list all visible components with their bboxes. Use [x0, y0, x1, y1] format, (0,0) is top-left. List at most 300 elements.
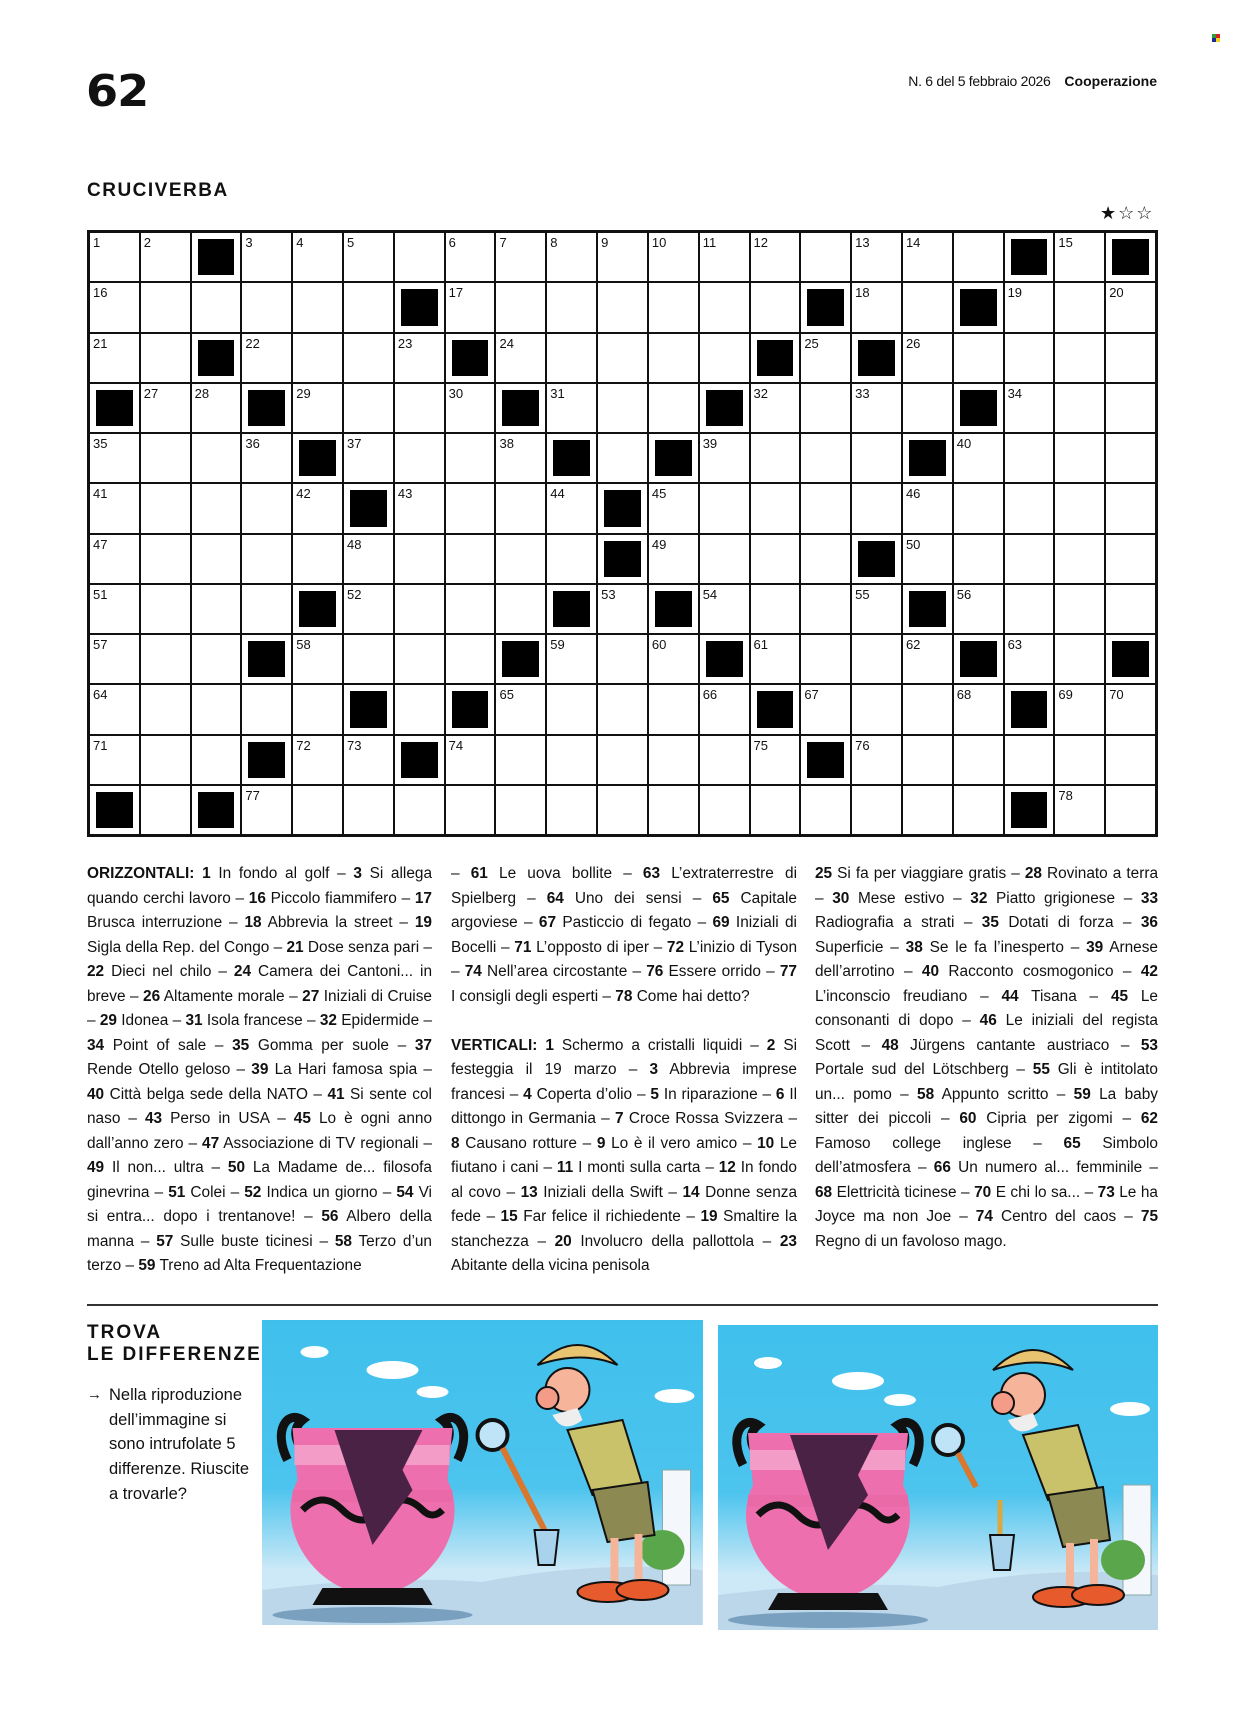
- grid-cell[interactable]: [141, 585, 190, 633]
- grid-cell[interactable]: [700, 736, 749, 784]
- clue-number: 39: [702, 436, 718, 451]
- grid-cell[interactable]: [1055, 233, 1104, 281]
- grid-cell[interactable]: [192, 635, 241, 683]
- clue-number: 28: [194, 385, 210, 401]
- grid-cell[interactable]: [801, 434, 850, 482]
- grid-cell[interactable]: [395, 233, 444, 281]
- grid-cell[interactable]: [293, 786, 342, 834]
- down-clue: – 5 In riparazione: [632, 1085, 758, 1103]
- clue-number: 14: [905, 235, 921, 250]
- down-clue: – 32 Piatto grigionese: [944, 889, 1116, 907]
- black-cell: [751, 685, 800, 733]
- grid-cell[interactable]: [547, 736, 596, 784]
- grid-cell[interactable]: [141, 685, 190, 733]
- grid-cell[interactable]: [141, 283, 190, 331]
- grid-cell[interactable]: [1106, 585, 1155, 633]
- grid-cell[interactable]: [903, 283, 952, 331]
- grid-cell[interactable]: [141, 635, 190, 683]
- page-number: 62: [86, 66, 149, 117]
- down-clue: – 15 Far felice il richiedente: [480, 1208, 681, 1225]
- clue-number: 33: [855, 385, 870, 401]
- across-clue: – 54 Vi si entra... dopo i trentanove!: [87, 1183, 432, 1225]
- black-cell: [1005, 786, 1054, 834]
- grid-cell[interactable]: [446, 283, 495, 331]
- down-clue: – 60 Cipria per zigomi: [931, 1110, 1113, 1127]
- grid-cell[interactable]: [90, 233, 139, 281]
- grid-cell[interactable]: [344, 434, 393, 482]
- grid-cell[interactable]: [496, 736, 545, 784]
- grid-cell[interactable]: [1005, 585, 1054, 633]
- grid-cell[interactable]: [598, 635, 647, 683]
- grid-cell[interactable]: [293, 635, 342, 683]
- clue-number: 7: [499, 235, 507, 250]
- grid-cell[interactable]: [496, 434, 545, 482]
- grid-cell[interactable]: [801, 685, 850, 733]
- grid-cell[interactable]: [141, 535, 190, 583]
- grid-cell[interactable]: [598, 736, 647, 784]
- clue-number: 65: [499, 687, 514, 703]
- grid-cell[interactable]: [1106, 384, 1155, 432]
- grid-cell[interactable]: [547, 384, 596, 432]
- down-clue: – 19 Smaltire la stanchezza: [451, 1208, 798, 1250]
- grid-cell[interactable]: [192, 585, 241, 633]
- grid-cell[interactable]: [1106, 434, 1155, 482]
- grid-cell[interactable]: [954, 685, 1003, 733]
- grid-cell[interactable]: [344, 535, 393, 583]
- grid-cell[interactable]: [446, 484, 495, 532]
- grid-cell[interactable]: [700, 786, 749, 834]
- grid-cell[interactable]: [242, 334, 291, 382]
- black-cell: [242, 736, 291, 784]
- grid-cell[interactable]: [496, 334, 545, 382]
- grid-cell[interactable]: [954, 334, 1003, 382]
- clue-number: 75: [753, 737, 768, 753]
- grid-cell[interactable]: [141, 334, 190, 382]
- grid-cell[interactable]: [1005, 334, 1054, 382]
- grid-cell[interactable]: [649, 685, 698, 733]
- grid-cell[interactable]: [598, 685, 647, 733]
- grid-cell[interactable]: [801, 484, 850, 532]
- clue-number: 66: [702, 687, 718, 703]
- clue-number: 46: [905, 486, 921, 502]
- archaeologist-vase-illustration: [262, 1320, 703, 1625]
- grid-cell[interactable]: [903, 233, 952, 281]
- grid-cell[interactable]: [395, 384, 444, 432]
- grid-cell[interactable]: [649, 535, 698, 583]
- grid-cell[interactable]: [496, 233, 545, 281]
- clue-number: 68: [956, 687, 972, 703]
- grid-cell[interactable]: [903, 484, 952, 532]
- clue-number: 69: [1058, 687, 1073, 703]
- clue-number: 42: [296, 486, 311, 502]
- grid-cell[interactable]: [1055, 685, 1104, 733]
- clue-number: 29: [296, 385, 311, 401]
- clue-number: 62: [905, 637, 921, 652]
- grid-cell[interactable]: [496, 786, 545, 834]
- grid-cell[interactable]: [547, 233, 596, 281]
- grid-cell[interactable]: [903, 384, 952, 432]
- grid-cell[interactable]: [344, 635, 393, 683]
- across-clue: – 74 Nell’area circostante: [451, 963, 628, 980]
- grid-cell[interactable]: [496, 585, 545, 633]
- down-clue: – 2 Si festeggia il 19 marzo: [451, 1036, 797, 1078]
- grid-cell[interactable]: [801, 535, 850, 583]
- grid-cell[interactable]: [90, 334, 139, 382]
- grid-cell[interactable]: [446, 786, 495, 834]
- down-clue: – 75 Regno di un favoloso mago.: [815, 1208, 1159, 1250]
- difficulty-stars-icon: ★☆☆: [1100, 203, 1155, 223]
- grid-cell[interactable]: [1005, 384, 1054, 432]
- grid-cell[interactable]: [395, 535, 444, 583]
- grid-cell[interactable]: [954, 535, 1003, 583]
- across-clue: – 3 Si allega quando cerchi lavoro: [87, 865, 433, 907]
- grid-cell[interactable]: [751, 384, 800, 432]
- black-cell: [1005, 685, 1054, 733]
- grid-cell[interactable]: [496, 484, 545, 532]
- grid-cell[interactable]: [903, 635, 952, 683]
- clue-number: 16: [93, 285, 108, 301]
- grid-cell[interactable]: [90, 283, 139, 331]
- grid-cell[interactable]: [344, 736, 393, 784]
- grid-cell[interactable]: [90, 434, 139, 482]
- black-cell: [903, 434, 952, 482]
- grid-cell[interactable]: [700, 685, 749, 733]
- grid-cell[interactable]: [903, 786, 952, 834]
- grid-cell[interactable]: [547, 283, 596, 331]
- clue-number: 50: [905, 536, 921, 552]
- black-cell: [90, 786, 139, 834]
- clue-number: 12: [753, 235, 768, 250]
- grid-cell[interactable]: [293, 535, 342, 583]
- grid-cell[interactable]: [242, 585, 291, 633]
- grid-cell[interactable]: [293, 736, 342, 784]
- grid-cell[interactable]: [1055, 585, 1104, 633]
- grid-cell[interactable]: [751, 736, 800, 784]
- grid-cell[interactable]: [293, 384, 342, 432]
- grid-cell[interactable]: [598, 283, 647, 331]
- grid-cell[interactable]: [446, 434, 495, 482]
- clue-number: 10: [651, 235, 667, 250]
- black-cell: [700, 384, 749, 432]
- grid-cell[interactable]: [954, 786, 1003, 834]
- across-clue: – 78 Come hai detto?: [598, 987, 750, 1005]
- grid-cell[interactable]: [90, 484, 139, 532]
- archaeologist: [478, 1345, 669, 1602]
- grid-cell[interactable]: [598, 786, 647, 834]
- grid-cell[interactable]: [1005, 283, 1054, 331]
- grid-cell[interactable]: [547, 484, 596, 532]
- clue-number: 22: [245, 335, 260, 351]
- grid-cell[interactable]: [395, 585, 444, 633]
- grid-cell[interactable]: [801, 585, 850, 633]
- grid-cell[interactable]: [852, 585, 901, 633]
- across-clue: – 19 Sigla della Rep. del Congo: [87, 914, 432, 956]
- grid-cell[interactable]: [852, 635, 901, 683]
- grid-cell[interactable]: [801, 635, 850, 683]
- grid-cell[interactable]: [598, 585, 647, 633]
- grid-cell[interactable]: [1055, 786, 1104, 834]
- grid-cell[interactable]: [751, 635, 800, 683]
- grid-cell[interactable]: [649, 233, 698, 281]
- grid-cell[interactable]: [293, 233, 342, 281]
- grid-cell[interactable]: [801, 233, 850, 281]
- grid-cell[interactable]: [1106, 685, 1155, 733]
- across-clue: – 64 Uno dei sensi: [516, 889, 682, 907]
- grid-cell[interactable]: [1055, 384, 1104, 432]
- clue-number: 18: [855, 285, 870, 301]
- grid-cell[interactable]: [954, 585, 1003, 633]
- grid-cell[interactable]: [242, 484, 291, 532]
- grid-cell[interactable]: [344, 384, 393, 432]
- grid-cell[interactable]: [293, 283, 342, 331]
- down-clue: – 35 Dotati di forza: [954, 914, 1114, 931]
- grid-cell[interactable]: [192, 283, 241, 331]
- grid-cell[interactable]: [90, 585, 139, 633]
- grid-cell[interactable]: [192, 434, 241, 482]
- grid-cell[interactable]: [751, 283, 800, 331]
- clue-number: 26: [905, 335, 921, 351]
- grid-cell[interactable]: [751, 434, 800, 482]
- grid-cell[interactable]: [293, 685, 342, 733]
- section-divider: [87, 1304, 1158, 1306]
- grid-cell[interactable]: [293, 484, 342, 532]
- grid-cell[interactable]: [90, 635, 139, 683]
- grid-cell[interactable]: [547, 685, 596, 733]
- grid-cell[interactable]: [954, 434, 1003, 482]
- grid-cell[interactable]: [395, 635, 444, 683]
- grid-cell[interactable]: [547, 786, 596, 834]
- grid-cell[interactable]: [1055, 535, 1104, 583]
- grid-cell[interactable]: [141, 736, 190, 784]
- modified-illustration[interactable]: [718, 1325, 1158, 1630]
- grid-cell[interactable]: [1055, 736, 1104, 784]
- grid-cell[interactable]: [598, 434, 647, 482]
- grid-cell[interactable]: [649, 334, 698, 382]
- grid-cell[interactable]: [344, 283, 393, 331]
- grid-cell[interactable]: [852, 434, 901, 482]
- grid-cell[interactable]: [700, 585, 749, 633]
- clue-number: 13: [855, 235, 870, 250]
- across-clue: – 34 Point of sale: [87, 1012, 432, 1054]
- crossword-grid[interactable]: [87, 230, 1158, 837]
- grid-cell[interactable]: [801, 786, 850, 834]
- across-clue: – 40 Città belga sede della NATO: [87, 1061, 432, 1103]
- grid-cell[interactable]: [496, 685, 545, 733]
- black-cell: [192, 233, 241, 281]
- grid-cell[interactable]: [954, 233, 1003, 281]
- grid-cell[interactable]: [751, 535, 800, 583]
- grid-cell[interactable]: [395, 434, 444, 482]
- grid-cell[interactable]: [242, 786, 291, 834]
- clue-number: 36: [245, 436, 260, 451]
- grid-cell[interactable]: [649, 283, 698, 331]
- grid-cell[interactable]: [903, 736, 952, 784]
- across-clue: – 63 L’extraterrestre di Spielberg: [451, 865, 798, 907]
- grid-cell[interactable]: [1055, 484, 1104, 532]
- grid-cell[interactable]: [649, 736, 698, 784]
- grid-cell[interactable]: [649, 384, 698, 432]
- grid-cell[interactable]: [598, 384, 647, 432]
- black-cell: [598, 535, 647, 583]
- clue-number: 11: [702, 235, 717, 250]
- grid-cell[interactable]: [1005, 484, 1054, 532]
- grid-cell[interactable]: [852, 484, 901, 532]
- grid-cell[interactable]: [852, 786, 901, 834]
- grid-cell[interactable]: [395, 786, 444, 834]
- grid-cell[interactable]: [293, 334, 342, 382]
- down-clue: – 58 Appunto scritto: [891, 1085, 1049, 1103]
- across-clue: – 35 Gomma per suole: [206, 1036, 389, 1054]
- grid-cell[interactable]: [1106, 334, 1155, 382]
- grid-cell[interactable]: [192, 685, 241, 733]
- black-cell: [700, 635, 749, 683]
- grid-cell[interactable]: [649, 635, 698, 683]
- grid-cell[interactable]: [344, 786, 393, 834]
- clues-column-1: [87, 862, 432, 1279]
- grid-cell[interactable]: [1055, 434, 1104, 482]
- grid-cell[interactable]: [700, 434, 749, 482]
- grid-cell[interactable]: [852, 736, 901, 784]
- grid-cell[interactable]: [1005, 535, 1054, 583]
- grid-cell[interactable]: [446, 233, 495, 281]
- grid-cell[interactable]: [446, 535, 495, 583]
- clue-number: 49: [651, 536, 667, 552]
- grid-cell[interactable]: [751, 585, 800, 633]
- down-clue: – 20 Involucro della pallottola: [528, 1232, 755, 1250]
- down-clue: – 70 E chi lo sa...: [956, 1183, 1081, 1201]
- grid-cell[interactable]: [751, 786, 800, 834]
- grid-cell[interactable]: [700, 535, 749, 583]
- grid-cell[interactable]: [547, 334, 596, 382]
- grid-cell[interactable]: [446, 736, 495, 784]
- original-illustration[interactable]: [262, 1320, 703, 1625]
- grid-cell[interactable]: [649, 484, 698, 532]
- grid-cell[interactable]: [141, 484, 190, 532]
- grid-cell[interactable]: [751, 233, 800, 281]
- grid-cell[interactable]: [547, 635, 596, 683]
- grid-cell[interactable]: [446, 585, 495, 633]
- grid-cell[interactable]: [954, 736, 1003, 784]
- grid-cell[interactable]: [192, 736, 241, 784]
- grid-cell[interactable]: [90, 685, 139, 733]
- grid-cell[interactable]: [395, 334, 444, 382]
- grid-cell[interactable]: [344, 334, 393, 382]
- grid-cell[interactable]: [751, 484, 800, 532]
- grid-cell[interactable]: [700, 334, 749, 382]
- clue-number: 32: [753, 385, 768, 401]
- grid-cell[interactable]: [649, 786, 698, 834]
- grid-cell[interactable]: [1005, 635, 1054, 683]
- black-cell: [852, 334, 901, 382]
- across-clue: – 72 L’inizio di Tyson: [648, 938, 798, 956]
- grid-cell[interactable]: [395, 685, 444, 733]
- grid-cell[interactable]: [141, 786, 190, 834]
- grid-cell[interactable]: [242, 283, 291, 331]
- across-clue: – 31 Isola francese: [168, 1012, 303, 1029]
- crossword-title: CRUCIVERBA: [87, 180, 229, 201]
- down-clue: – 12 In fondo al covo: [451, 1159, 797, 1201]
- vase: [737, 1422, 919, 1610]
- down-clue: – 53 Portale sud del Lötschberg: [815, 1036, 1158, 1078]
- grid-cell[interactable]: [598, 233, 647, 281]
- grid-cell[interactable]: [344, 233, 393, 281]
- down-clue: – 11 I monti sulla carta: [538, 1159, 701, 1176]
- black-cell: [1005, 233, 1054, 281]
- grid-cell[interactable]: [192, 484, 241, 532]
- grid-cell[interactable]: [903, 535, 952, 583]
- across-clue: – 77 I consigli degli esperti: [451, 963, 797, 1005]
- down-clue: – 14 Donne senza fede: [451, 1183, 798, 1225]
- grid-cell[interactable]: [446, 635, 495, 683]
- grid-cell[interactable]: [903, 334, 952, 382]
- grid-cell[interactable]: [1055, 283, 1104, 331]
- grid-cell[interactable]: [344, 585, 393, 633]
- black-cell: [751, 334, 800, 382]
- grid-cell[interactable]: [801, 334, 850, 382]
- across-clue: – 37 Rende Otello geloso: [87, 1036, 432, 1078]
- clue-number: 2: [143, 235, 152, 250]
- grid-cell[interactable]: [242, 535, 291, 583]
- grid-cell[interactable]: [192, 384, 241, 432]
- grid-cell[interactable]: [700, 283, 749, 331]
- down-clue: – 28 Rovinato a terra: [1006, 865, 1159, 882]
- grid-cell[interactable]: [1106, 535, 1155, 583]
- grid-cell[interactable]: [242, 434, 291, 482]
- grid-cell[interactable]: [446, 384, 495, 432]
- clue-number: 52: [347, 586, 362, 602]
- grid-cell[interactable]: [1005, 434, 1054, 482]
- grid-cell[interactable]: [496, 535, 545, 583]
- grid-cell[interactable]: [852, 384, 901, 432]
- grid-cell[interactable]: [1106, 786, 1155, 834]
- grid-cell[interactable]: [547, 535, 596, 583]
- grid-cell[interactable]: [1106, 484, 1155, 532]
- across-clue: – 50 La Madame de... filosofa ginevrina: [87, 1159, 432, 1201]
- grid-cell[interactable]: [1106, 283, 1155, 331]
- grid-cell[interactable]: [598, 334, 647, 382]
- grid-cell[interactable]: [852, 233, 901, 281]
- grid-cell[interactable]: [242, 233, 291, 281]
- color-registration-mark: [1212, 34, 1220, 42]
- grid-cell[interactable]: [700, 484, 749, 532]
- grid-cell[interactable]: [192, 535, 241, 583]
- grid-cell[interactable]: [90, 535, 139, 583]
- grid-cell[interactable]: [141, 434, 190, 482]
- grid-cell[interactable]: [496, 283, 545, 331]
- grid-cell[interactable]: [242, 685, 291, 733]
- clue-number: 70: [1109, 687, 1124, 703]
- across-clue: – 58 Terzo d’un terzo: [87, 1232, 432, 1274]
- clue-number: 76: [855, 737, 870, 753]
- differences-instructions: [87, 1383, 257, 1507]
- grid-cell[interactable]: [852, 685, 901, 733]
- grid-cell[interactable]: [954, 484, 1003, 532]
- grid-cell[interactable]: [90, 736, 139, 784]
- clue-number: 45: [651, 486, 667, 502]
- grid-cell[interactable]: [1055, 334, 1104, 382]
- grid-cell[interactable]: [141, 233, 190, 281]
- grid-cell[interactable]: [801, 384, 850, 432]
- grid-cell[interactable]: [141, 384, 190, 432]
- down-clue: – 66 Un numero al... femminile: [910, 1159, 1143, 1176]
- grid-cell[interactable]: [700, 233, 749, 281]
- grid-cell[interactable]: [1106, 736, 1155, 784]
- grid-cell[interactable]: [852, 283, 901, 331]
- grid-cell[interactable]: [395, 484, 444, 532]
- grid-cell[interactable]: [903, 685, 952, 733]
- grid-cell[interactable]: [1005, 736, 1054, 784]
- grid-cell[interactable]: [1055, 635, 1104, 683]
